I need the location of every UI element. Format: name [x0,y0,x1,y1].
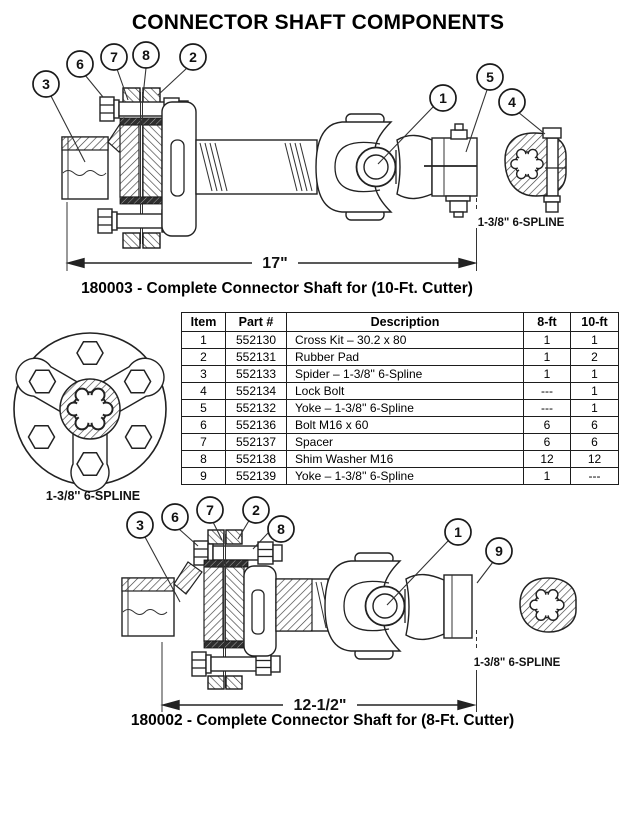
cell-part: 552132 [226,400,287,417]
balloon-4-top [499,89,525,115]
cell-desc: Spacer [287,434,524,451]
cell-item: 9 [182,468,226,485]
cell-desc: Bolt M16 x 60 [287,417,524,434]
cell-item: 2 [182,349,226,366]
svg-text:8: 8 [142,47,150,63]
balloon-2-bottom [243,497,269,523]
cell-item: 4 [182,383,226,400]
cell-item: 6 [182,417,226,434]
flange-disc [162,102,196,236]
cell-10ft: 1 [571,383,619,400]
balloon-8-top [133,42,159,68]
spline-size-label-spider: 1-3/8'' 6-SPLINE [45,489,141,503]
cell-part: 552137 [226,434,287,451]
svg-text:8: 8 [277,521,285,537]
caption-10ft: 180003 - Complete Connector Shaft for (10-Ft. Cutter) [81,280,473,297]
col-header-10ft: 10-ft [571,313,619,332]
table-row [182,468,619,485]
flange-plate-right [143,125,162,197]
svg-text:6: 6 [171,509,179,525]
cell-desc: Shim Washer M16 [287,451,524,468]
svg-text:9: 9 [495,543,503,559]
cell-10ft: 12 [571,451,619,468]
cell-10ft: 1 [571,400,619,417]
shaft-tube-top [196,140,317,194]
cell-10ft: 1 [571,332,619,349]
cell-desc: Cross Kit – 30.2 x 80 [287,332,524,349]
caption-8ft: 180002 - Complete Connector Shaft for (8-Ft. Cutter) [130,712,515,729]
svg-text:7: 7 [110,49,118,65]
cell-item: 5 [182,400,226,417]
balloon-3-top [33,71,59,97]
parts-table [181,312,619,485]
cell-10ft: 6 [571,417,619,434]
table-header-row [182,313,619,332]
flange-assembly-bottom [192,530,282,689]
table-row [182,366,619,383]
balloon-7-top [101,44,127,70]
svg-text:1: 1 [439,90,447,106]
balloon-2-top [180,44,206,70]
table-row [182,332,619,349]
flange-plate-left [120,125,139,197]
svg-text:7: 7 [206,502,214,518]
cell-part: 552136 [226,417,287,434]
spline-size-label-top: 1-3/8" 6-SPLINE [477,217,565,229]
cell-item: 3 [182,366,226,383]
cell-part: 552131 [226,349,287,366]
balloon-6-bottom [162,504,188,530]
splined-hub-bottom [122,562,202,636]
spline-yoke-hub-top [397,124,477,217]
cell-desc: Spider – 1-3/8'' 6-Spline [287,366,524,383]
svg-text:1: 1 [454,524,462,540]
cell-part: 552130 [226,332,287,349]
cell-desc: Rubber Pad [287,349,524,366]
table-row [182,434,619,451]
cell-part: 552133 [226,366,287,383]
cell-8ft: 1 [524,366,571,383]
cell-8ft: 1 [524,468,571,485]
lock-bolt-nut [450,201,467,212]
dimension-label-top: 17" [262,255,288,272]
cell-desc: Yoke – 1-3/8'' 6-Spline [287,400,524,417]
table-row [182,451,619,468]
yoke-end-view-top [505,128,566,212]
cell-10ft: 6 [571,434,619,451]
balloon-1-top [430,85,456,111]
col-header-item: Item [182,313,226,332]
spline-size-label-bottom: 1-3/8" 6-SPLINE [473,657,561,669]
cell-8ft: --- [524,383,571,400]
table-row [182,417,619,434]
cell-8ft: 6 [524,434,571,451]
cell-10ft: --- [571,468,619,485]
cell-8ft: 1 [524,332,571,349]
svg-text:4: 4 [508,94,516,110]
cell-item: 7 [182,434,226,451]
cell-10ft: 2 [571,349,619,366]
col-header-part: Part # [226,313,287,332]
cell-part: 552139 [226,468,287,485]
bottom-diagram-8ft [0,496,636,714]
balloon-3-bottom [127,512,153,538]
balloon-6-top [67,51,93,77]
cell-desc: Lock Bolt [287,383,524,400]
cell-item: 1 [182,332,226,349]
ujoint-yoke-cross-bottom [325,553,410,659]
svg-text:6: 6 [76,56,84,72]
flange-assembly-top [98,88,196,248]
spline-yoke-shank [406,575,472,640]
dimension-label-bottom: 12-1/2" [293,697,347,714]
cell-item: 8 [182,451,226,468]
cell-8ft: --- [524,400,571,417]
balloon-5-top [477,64,503,90]
balloon-1-bottom [445,519,471,545]
cell-8ft: 12 [524,451,571,468]
balloon-8-bottom [268,516,294,542]
col-header-8ft: 8-ft [524,313,571,332]
balloon-7-bottom [197,497,223,523]
rubber-pad-top [123,88,140,103]
svg-text:3: 3 [136,517,144,533]
cell-10ft: 1 [571,366,619,383]
table-row [182,383,619,400]
table-row [182,400,619,417]
top-diagram-10ft [0,40,636,298]
cell-8ft: 6 [524,417,571,434]
ujoint-yoke-cross [316,114,401,220]
cell-part: 552138 [226,451,287,468]
svg-text:2: 2 [189,49,197,65]
cell-8ft: 1 [524,349,571,366]
balloon-9-bottom [486,538,512,564]
svg-text:3: 3 [42,76,50,92]
rubber-pad-bottom [208,530,224,544]
svg-text:2: 2 [252,502,260,518]
table-row [182,349,619,366]
cell-part: 552134 [226,383,287,400]
cell-desc: Yoke – 1-3/8'' 6-Spline [287,468,524,485]
shaft-tube-bottom [276,579,331,631]
svg-text:5: 5 [486,69,494,85]
yoke-end-view-bottom [520,578,576,632]
flange-disc-bottom [244,566,276,656]
spider-end-view [0,325,195,510]
lock-bolt-head [451,130,467,139]
page-title: CONNECTOR SHAFT COMPONENTS [131,11,505,34]
col-header-desc: Description [287,313,524,332]
